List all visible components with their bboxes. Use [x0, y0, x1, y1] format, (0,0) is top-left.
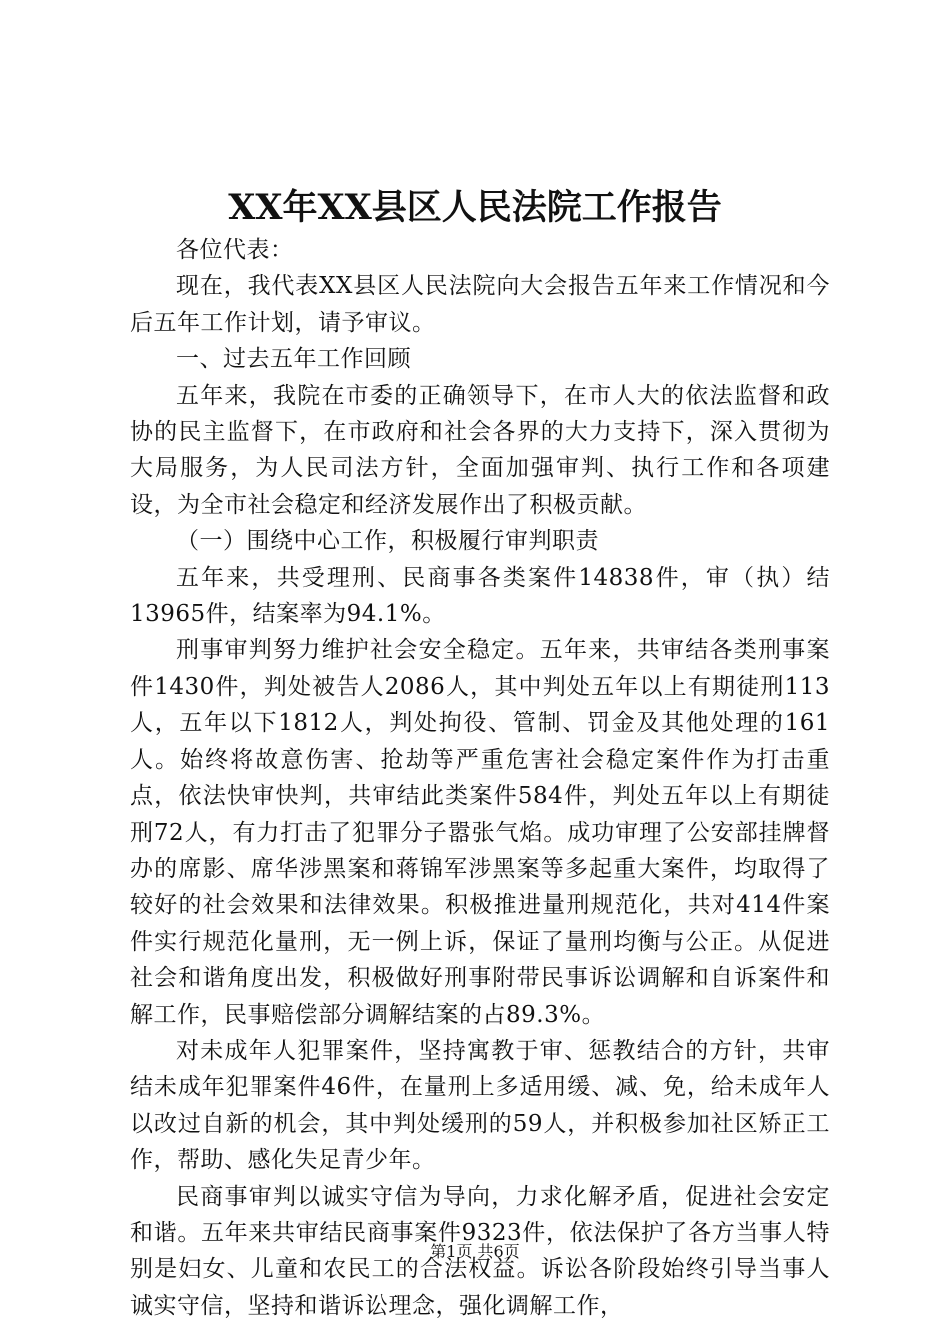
paragraph-criminal-trials: 刑事审判努力维护社会安全稳定。五年来，共审结各类刑事案件1430件，判处被告人2086人，其中判处五年以上有期徒刑113人，五年以下1812人，判处拘役、管制、罚金及其他处理的161人。始终将故意伤害、抢劫等严重危害社会稳定案件作为打击重点，依法快审快判，共审结此类案件584件，判处五年以上有期徒刑72人，有力打击了犯罪分子嚣张气焰。成功审理了公安部挂牌督办的席影、席华涉黑案和蒋锦军涉黑案等多起重大案件，均取得了较好的社会效果和法律效果。积极推进量刑规范化，共对414件案件实行规范化量刑，无一例上诉，保证了量刑均衡与公正。从促进社会和谐角度出发，积极做好刑事附带民事诉讼调解和自诉案件和解工作，民事赔偿部分调解结案的占89.3%。	[130, 637, 830, 1028]
paragraph-juvenile-cases: 对未成年人犯罪案件，坚持寓教于审、惩教结合的方针，共审结未成年犯罪案件46件，在量刑上多适用缓、减、免，给未成年人以改过自新的机会，其中判处缓刑的59人，并积极参加社区矫正工作，帮助、感化失足青少年。	[130, 1037, 830, 1174]
document-title: XX年XX县区人民法院工作报告	[228, 187, 722, 228]
paragraph-intro: 现在，我代表XX县区人民法院向大会报告五年来工作情况和今后五年工作计划，请予审议。	[130, 273, 830, 336]
paragraph-case-stats: 五年来，共受理刑、民商事各类案件14838件，审（执）结13965件，结案率为94.1%。	[130, 564, 830, 628]
section-heading: 一、过去五年工作回顾	[176, 346, 411, 373]
subsection-heading: （一）围绕中心工作，积极履行审判职责	[176, 528, 599, 555]
salutation: 各位代表：	[176, 237, 294, 263]
paragraph-civil-commercial: 民商事审判以诚实守信为导向，力求化解矛盾，促进社会安定和谐。五年来共审结民商事案件9323件，依法保护了各方当事人特别是妇女、儿童和农民工的合法权益。诉讼各阶段始终引导当事人诚实守信，坚持和谐诉讼理念，强化调解工作，	[130, 1183, 830, 1319]
page-footer: 第1页 共6页	[430, 1242, 520, 1261]
document-body	[130, 232, 830, 1324]
paragraph-overview: 五年来，我院在市委的正确领导下，在市人大的依法监督和政协的民主监督下，在市政府和社会各界的大力支持下，深入贯彻为大局服务，为人民司法方针，全面加强审判、执行工作和各项建设，为全市社会稳定和经济发展作出了积极贡献。	[130, 382, 830, 518]
